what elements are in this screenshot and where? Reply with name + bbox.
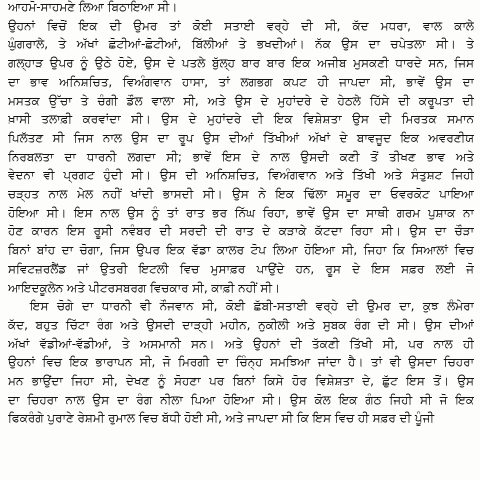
- text-line: ਆਹਮੋ-ਸਾਹਮਣੇ ਲਿਆ ਬਿਠਾਇਆ ਸੀ।: [8, 0, 178, 14]
- text-line: ਦਾ ਚਿਹਰਾ ਨਾਲ ਉਸ ਦਾ ਰੰਗ ਨੀਲਾ ਪਿਆ ਹੋਇਆ ਸੀ। ਉਸ ਕੋਲ ਇਕ ਗੰਠ ਜਿਹੀ ਸੀ ਜੋ ਇਕ: [8, 392, 474, 407]
- text-line: ਹੋਣ ਕਾਰਨ ਇਸ ਰੂਸੀ ਨਵੰਬਰ ਦੀ ਸਰਦੀ ਦੀ ਰਾਤ ਦੇ ਕੜਾਕੇ ਕੱਟਦਾ ਰਿਹਾ ਸੀ। ਉਸ ਦਾ ਚੌੜਾ: [8, 224, 474, 239]
- text-line: ਮਸਤਕ ਉੱਚਾ ਤੇ ਚੰਗੀ ਡੌਲ ਵਾਲਾ ਸੀ, ਅਤੇ ਉਸ ਦੇ ਮੁਹਾਂਦਰੇ ਦੇ ਹੇਠਲੇ ਹਿੱਸੇ ਦੀ ਕਰੂਪਤਾ ਦੀ: [8, 93, 474, 108]
- text-line: ਮਨ ਭਾਉਂਦਾ ਜਿਹਾ ਸੀ, ਦੇਖਣ ਨੂੰ ਸੋਹਣਾ ਪਰ ਬਿਨਾਂ ਕਿਸੇ ਹੋਰ ਵਿਸ਼ੇਸ਼ਤਾ ਦੇ, ਛੁੱਟ ਇਸ ਤੋਂ। ਉਸ: [8, 374, 474, 389]
- paragraph: [8, 297, 474, 428]
- text-line: ਕੱਦ, ਬਹੁਤ ਚਿੱਟਾ ਰੰਗ ਅਤੇ ਉਸਦੀ ਦਾੜ੍ਹੀ ਮਹੀਨ, ਨੁਕੀਲੀ ਅਤੇ ਸੁਬਕ ਰੰਗ ਦੀ ਸੀ। ਉਸ ਦੀਆਂ: [8, 317, 474, 332]
- text-line: ਇਸ ਚੋਗੇ ਦਾ ਧਾਰਨੀ ਵੀ ਨੌਜਵਾਨ ਸੀ, ਕੋਈ ਛੱਬੀ-ਸਤਾਈ ਵਰ੍ਹੇ ਦੀ ਉਮਰ ਦਾ, ਕੁਝ ਲੰਮੇਰਾ: [30, 299, 474, 314]
- text-line: ਚੜ੍ਹਤ ਨਾਲ ਮੇਲ ਨਹੀਂ ਖਾਂਦੀ ਭਾਸਦੀ ਸੀ। ਉਸ ਨੇ ਇਕ ਢਿੱਲਾ ਸਮੂਰ ਦਾ ਓਵਰਕੋਟ ਪਾਇਆ: [8, 187, 474, 202]
- text-line: ਅੱਖਾਂ ਵੱਡੀਆਂ-ਵੱਡੀਆਂ, ਤੇ ਅਸਮਾਨੀ ਸਨ। ਅਤੇ ਉਹਨਾਂ ਦੀ ਤੱਕਣੀ ਤਿੱਖੀ ਸੀ, ਪਰ ਨਾਲ ਹੀ: [8, 336, 474, 351]
- text-line: ਪਿਲੱਤਣ ਸੀ ਜਿਸ ਨਾਲ ਉਸ ਦਾ ਰੂਪ ਉਸ ਦੀਆਂ ਤਿੱਖੀਆਂ ਅੱਖਾਂ ਦੇ ਬਾਵਜੂਦ ਇਕ ਅਵਰਣੀਯ: [8, 130, 474, 145]
- text-line: ਵੇਦਨਾ ਵੀ ਪ੍ਰਗਟ ਹੁੰਦੀ ਸੀ। ਉਸ ਦੀ ਅਨਿਸ਼ਚਿਤ, ਵਿਅੰਗਵਾਨ ਅਤੇ ਤਿੱਖੀ ਅਤੇ ਸੰਤੁਸ਼ਟ ਜਿਹੀ: [8, 168, 474, 183]
- text-line: ਉਹਨਾਂ ਵਿਚੋਂ ਇਕ ਦੀ ਉਮਰ ਤਾਂ ਕੋਈ ਸਤਾਈ ਵਰ੍ਹੇ ਦੀ ਸੀ, ਕੱਦ ਮਧਰਾ, ਵਾਲ ਕਾਲੇ: [8, 18, 474, 33]
- opening-line: [8, 0, 474, 17]
- text-line: ਖ਼ਾਸੀ ਤਲਾਫ਼ੀ ਕਰਵਾਂਦਾ ਸੀ। ਉਸ ਦੇ ਮੁਹਾਂਦਰੇ ਦੀ ਇਕ ਵਿਸ਼ੇਸ਼ਤਾ ਉਸ ਦੀ ਮਿਰਤਕ ਸਮਾਨ: [8, 112, 474, 127]
- text-line: ਫਿਕਰੰਗੇ ਪੁਰਾਣੇ ਰੇਸ਼ਮੀ ਰੁਮਾਲ ਵਿਚ ਬੱਧੀ ਹੋਈ ਸੀ, ਅਤੇ ਜਾਪਦਾ ਸੀ ਕਿ ਇਸ ਵਿਚ ਹੀ ਸਫ਼ਰ ਦੀ ਪੂੰਜੀ: [8, 411, 435, 426]
- text-line: ਹੋਇਆ ਸੀ। ਇਸ ਨਾਲ ਉਸ ਨੂੰ ਤਾਂ ਰਾਤ ਭਰ ਨਿੱਘ ਰਿਹਾ, ਭਾਵੇਂ ਉਸ ਦਾ ਸਾਥੀ ਗਰਮ ਪੁਸ਼ਾਕ ਨਾ: [8, 205, 474, 220]
- text-block: [8, 0, 474, 428]
- text-line: ਉਹਨਾਂ ਵਿਚ ਇਕ ਭਾਰਾਪਨ ਸੀ, ਜੋ ਮਿਰਗੀ ਦਾ ਚਿੰਨ੍ਹ ਸਮਝਿਆ ਜਾਂਦਾ ਹੈ। ਤਾਂ ਵੀ ਉਸਦਾ ਚਿਹਰਾ: [8, 355, 474, 370]
- text-line: ਆਇਦਕੂਲੇਨ ਅਤੇ ਪੀਟਰਸਬਰਗ ਵਿਚਕਾਰ ਸੀ, ਕਾਫ਼ੀ ਨਹੀਂ ਸੀ।: [8, 280, 281, 295]
- text-line: ਘੁੰਗਰਾਲੇ, ਤੇ ਅੱਖਾਂ ਛੋਟੀਆਂ-ਛੋਟੀਆਂ, ਬਿੱਲੀਆਂ ਤੇ ਭਖਦੀਆਂ। ਨੱਕ ਉਸ ਦਾ ਚਪੇਤਲਾ ਸੀ। ਤੇ: [8, 37, 474, 52]
- text-line: ਗਲ੍ਹਾੜ ਉਪਰ ਨੂੰ ਉਠੇ ਹੋਏ, ਉਸ ਦੇ ਪਤਲੇ ਬੁੱਲ੍ਹ ਬਾਰ ਬਾਰ ਇਕ ਅਜੀਬ ਮੁਸਕਣੀ ਧਾਰਦੇ ਸਨ, ਜਿਸ: [8, 56, 474, 71]
- text-line: ਦਾ ਭਾਵ ਅਨਿਸ਼ਚਿਤ, ਵਿਅੰਗਵਾਨ ਹਾਸਾ, ਤਾਂ ਲਗਭਗ ਕਪਟ ਹੀ ਜਾਪਦਾ ਸੀ, ਭਾਵੇਂ ਉਸ ਦਾ: [8, 74, 474, 89]
- text-line: ਬਿਨਾਂ ਬਾਂਹ ਦਾ ਚੋਗਾ, ਜਿਸ ਉਪਰ ਇਕ ਵੱਡਾ ਕਾਲਰ ਟੋਪ ਲਿਆ ਹੋਇਆ ਸੀ, ਜਿਹਾ ਕਿ ਸਿਆਲਾਂ ਵਿਚ: [8, 243, 474, 258]
- paragraph: [8, 17, 474, 298]
- text-line: ਸਵਿਟਜ਼ਰਲੈਂਡ ਜਾਂ ਉਤਰੀ ਇਟਲੀ ਵਿਚ ਮੁਸਾਫ਼ਰ ਪਾਉਂਦੇ ਹਨ, ਰੂਸ ਦੇ ਇਸ ਸਫ਼ਰ ਲਈ ਜੋ: [8, 261, 474, 276]
- text-line: ਨਿਰਬਲਤਾ ਦਾ ਧਾਰਨੀ ਲਗਦਾ ਸੀ; ਭਾਵੇਂ ਇਸ ਦੇ ਨਾਲ ਉਸਦੀ ਕਣੀ ਤੋਂ ਤੀਖਣ ਭਾਵ ਅਤੇ: [8, 149, 474, 164]
